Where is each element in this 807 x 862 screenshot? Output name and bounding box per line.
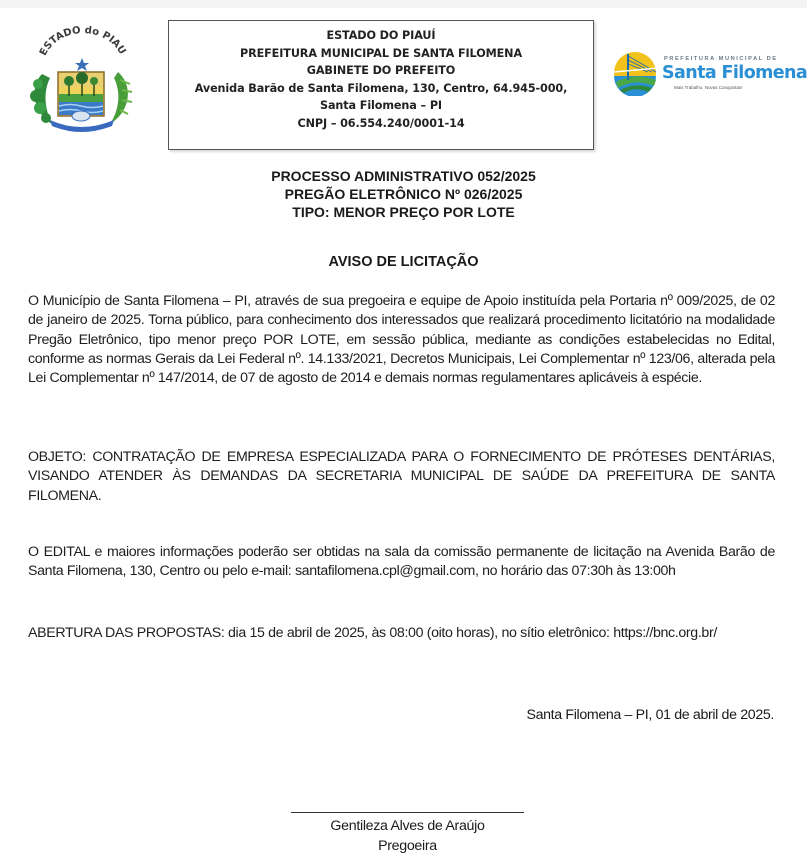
coat-of-arms-label: ESTADO do PIAU [37, 25, 128, 58]
letterhead-cnpj: CNPJ – 06.554.240/0001-14 [297, 116, 465, 130]
letterhead-state: ESTADO DO PIAUÍ [326, 29, 436, 42]
edital-text: O EDITAL e maiores informações poderão ser obtidas na sala da comissão permanente de licitação na Avenida Barão de Santa Filomena, 130, Centro ou pelo e-mail: [28, 544, 775, 580]
letterhead-gabinete: GABINETE DO PREFEITO [306, 64, 456, 78]
santa-filomena-logo [612, 48, 807, 100]
aviso-heading: AVISO DE LICITAÇÃO [328, 254, 479, 270]
bnc-url-link[interactable]: https://bnc.org.br/ [613, 625, 717, 641]
letterhead-city: Santa Filomena – PI [320, 99, 442, 113]
objeto-paragraph: OBJETO: CONTRATAÇÃO DE EMPRESA ESPECIALIZADA PARA O FORNECIMENTO DE PRÓTESES DENTÁRIAS, VISANDO ATENDER ÀS DEMANDAS DA SECRETARIA MUNICIPAL DE SAÚDE DA PREFEITURA DE SANTA FILOMENA. [28, 449, 775, 504]
tipo-title: TIPO: MENOR PREÇO POR LOTE [292, 204, 515, 220]
edital-hours: , no horário das 07:30h às 13:00h [474, 563, 676, 580]
title-block [0, 167, 807, 221]
letterhead-prefeitura: PREFEITURA MUNICIPAL DE SANTA FILOMENA [239, 46, 522, 60]
piaui-coat-of-arms-icon [22, 24, 140, 136]
logo-tagline: Mais Trabalho, Novas Conquistas! [674, 85, 743, 90]
abertura-text: ABERTURA DAS PROPOSTAS: dia 15 de abril de 2025, às 08:00 (oito horas), no sítio eletrônico: [28, 625, 614, 641]
processo-title: PROCESSO ADMINISTRATIVO 052/2025 [271, 168, 536, 184]
abertura-paragraph [28, 624, 775, 643]
signatory-role: Pregoeira [378, 838, 437, 854]
logo-small-text: PREFEITURA MUNICIPAL DE [664, 56, 778, 62]
page-top-edge [0, 0, 807, 8]
place-date: Santa Filomena – PI, 01 de abril de 2025. [526, 707, 774, 723]
email-link[interactable]: santafilomena.cpl@gmail.com [294, 563, 475, 580]
logo-name: Santa Filomena [662, 63, 807, 83]
pregao-title: PREGÃO ELETRÔNICO Nº 026/2025 [284, 186, 523, 202]
edital-paragraph [28, 543, 775, 582]
letterhead-box [168, 20, 594, 150]
signatory-name: Gentileza Alves de Araújo [330, 818, 485, 834]
intro-paragraph: O Município de Santa Filomena – PI, através de sua pregoeira e equipe de Apoio instituída pela Portaria nº 009/2025, de 02 de janeiro de 2025. Torna público, para conhecimento dos interessados que realizará procedimento licitatório na modalidade Pregão Eletrônico, tipo menor preço POR LOTE, em sessão pública, mediante as condições estabelecidas no Edital, conforme as normas Gerais da Lei Federal nº. 14.133/2021, Decretos Municipais, Lei Complementar nº 123/06, alterada pela Lei Complementar nº 147/2014, de 07 de agosto de 2014 e demais normas regulamentares aplicáveis à espécie. [28, 293, 775, 387]
signature-line [291, 812, 524, 813]
bridge-emblem-icon [612, 50, 658, 96]
letterhead-address: Avenida Barão de Santa Filomena, 130, Centro, 64.945-000, [194, 81, 568, 95]
